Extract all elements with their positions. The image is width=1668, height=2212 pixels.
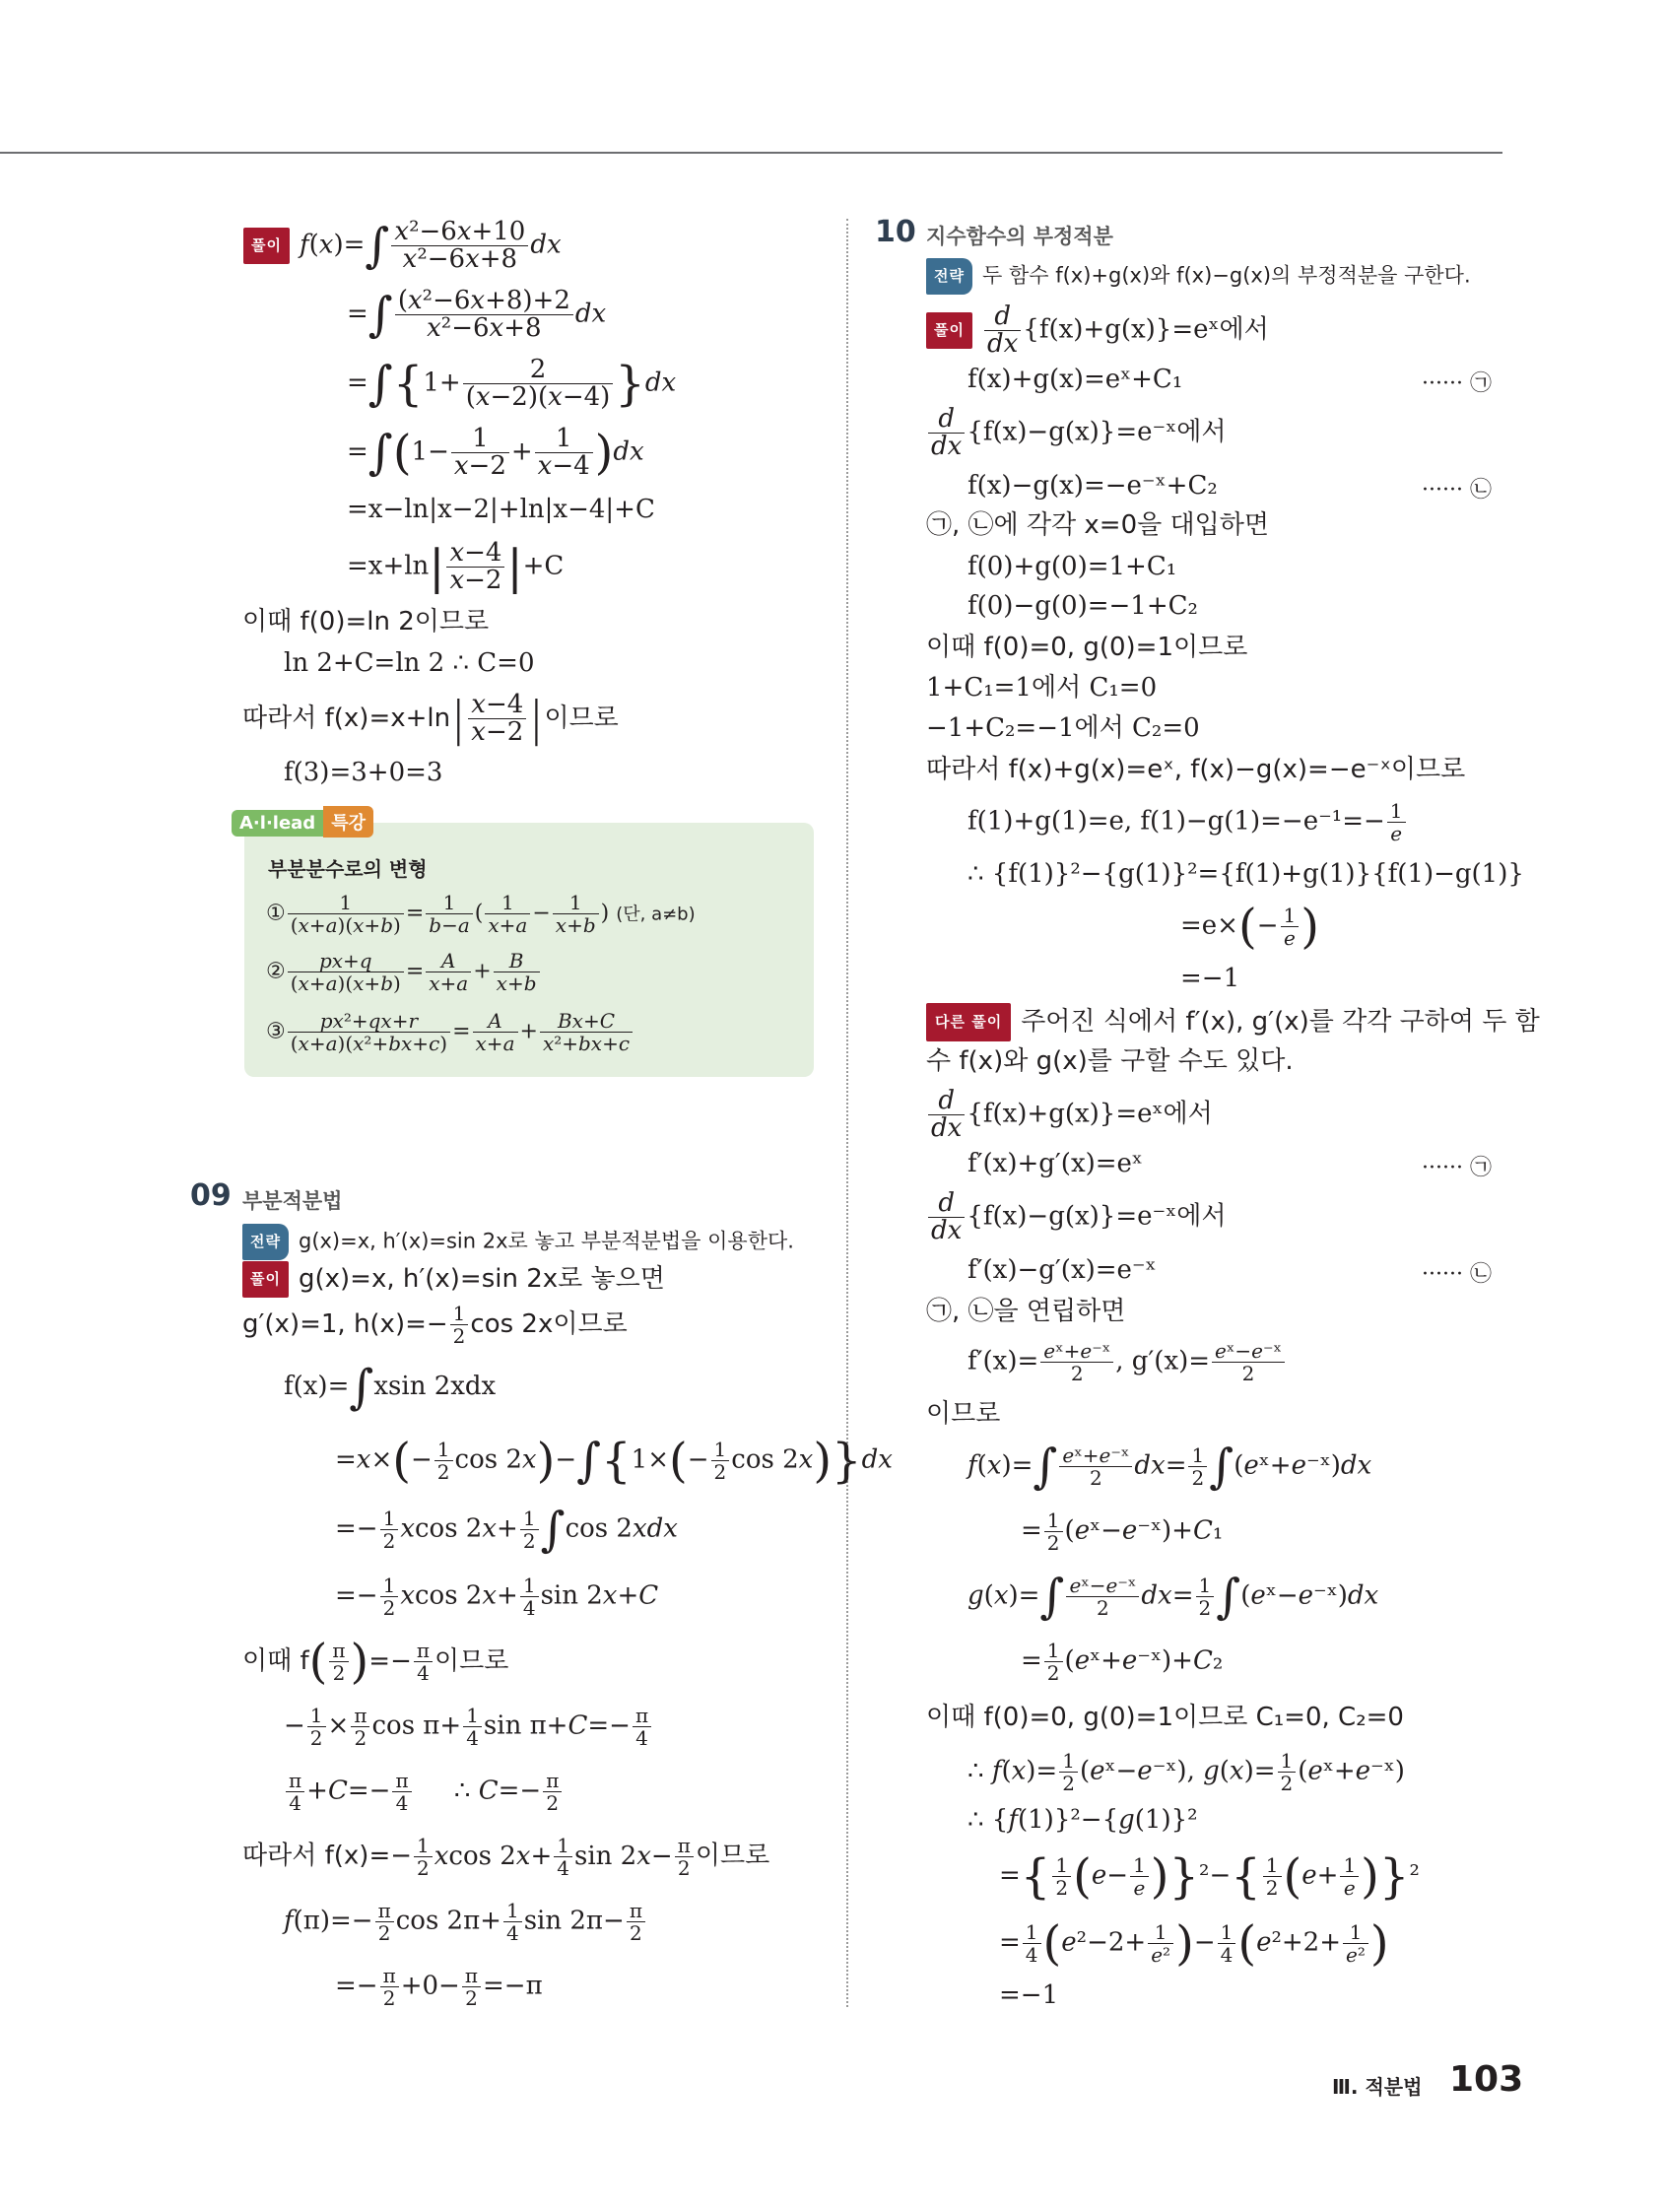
- sol-line-6: =x+ln| $\frac{x-4}{x-2}$ |+C: [347, 538, 565, 595]
- q10-line-4: f(x)−g(x)=−e⁻ˣ+C₂: [967, 471, 1218, 501]
- tip-condition: (단, a≠b): [616, 904, 696, 925]
- q10-alt-line-3-text: {f(x)+g(x)}=eˣ에서: [967, 1099, 1213, 1129]
- sol-line-3: =∫{1+ $\frac{2}{(x-2)(x-4)}$ }dx: [347, 355, 677, 412]
- q9-line-5: =− $\frac{1}{2}$ xcos 2x+ $\frac{1}{2}$ ∫cos 2xdx: [335, 1502, 678, 1558]
- q10-line-15: =−1: [1180, 964, 1240, 993]
- sol-line-4: =∫(1− $\frac{1}{x-2}$ + $\frac{1}{x-4}$ )dx: [347, 424, 644, 481]
- q10-line-1-text: {f(x)+g(x)}=eˣ에서: [1023, 314, 1269, 345]
- q9-line-8: − $\frac{1}{2}$ × $\frac{\pi}{2}$ cos π+ $\frac{1}{4}$ sin π+C=− $\frac{\pi}{4}$: [284, 1705, 653, 1749]
- q10-alt-line-7: ㉠, ㉡을 연립하면: [926, 1297, 1126, 1326]
- q10-line-12: f(1)+g(1)=e, f(1)−g(1)=−e⁻¹=− $\frac{1}{e}$: [967, 800, 1408, 844]
- q10-line-2: f(x)+g(x)=eˣ+C₁: [967, 365, 1183, 394]
- q10-alt-line-8: f′(x)= $\frac{\text{eˣ+e⁻ˣ}}{2}$ , g′(x)= $\frac{\text{eˣ−e⁻ˣ}}{2}$: [967, 1340, 1287, 1384]
- q10-alt-line-2: 수 f(x)와 g(x)를 구할 수도 있다.: [926, 1046, 1294, 1076]
- problem-09-number: 09: [190, 1178, 232, 1213]
- sol-line-5: =x−ln|x−2|+ln|x−4|+C: [347, 495, 655, 524]
- tip-badge: [232, 806, 373, 836]
- q10-alt-line-11: = $\frac{1}{2}$ (eˣ−e⁻ˣ)+C₁: [1021, 1508, 1224, 1555]
- marker-4: ······ ㉡: [1422, 1262, 1492, 1287]
- q10-line-14-text: =e×: [1180, 910, 1238, 941]
- q9-line-11: f(π)=− $\frac{\pi}{2}$ cos 2π+ $\frac{1}{4}$ sin 2π− $\frac{\pi}{2}$: [284, 1900, 647, 1944]
- q10-line-5: ㉠, ㉡에 각각 x=0을 대입하면: [926, 510, 1269, 540]
- tip-formula-1: ① $\frac{1}{(x+a)(x+b)}$ = $\frac{1}{b-a}$ ( $\frac{1}{x+a}$ − $\frac{1}{x+b}$ ) (단, a≠b): [266, 891, 696, 937]
- sol-line-9-a: 따라서 f(x)=x+ln: [242, 704, 451, 733]
- q10-alt-line-18: = $\frac{1}{4}$ (e²−2+ $\frac{1}{\text{e²}}$ )− $\frac{1}{4}$ (e²+2+ $\frac{1}{\text{e²}}$ ): [999, 1915, 1389, 1972]
- q9-strategy-tag: 전략: [242, 1224, 289, 1260]
- sol-line-2: =∫ $\frac{\text{(x²−6x+8)+2}}{\text{x²−6x+8}}$ dx: [347, 286, 607, 343]
- q9-line-2-b: cos 2x이므로: [470, 1309, 628, 1339]
- alt-sol-tag: 다른 풀이: [926, 1003, 1011, 1041]
- q10-alt-line-12: g(x)=∫ $\frac{\text{eˣ−e⁻ˣ}}{2}$ dx= $\frac{1}{2}$ ∫(eˣ−e⁻ˣ)dx: [967, 1569, 1379, 1625]
- q10-line-3-text: {f(x)−g(x)}=e⁻ˣ에서: [967, 417, 1227, 447]
- header-rule: [0, 152, 1502, 154]
- q9-sol-text: g(x)=x, h′(x)=sin 2x로 놓으면: [298, 1264, 665, 1294]
- marker-3: ······ ㉠: [1422, 1156, 1492, 1180]
- q9-sol-line-1: [242, 1261, 665, 1298]
- q9-line-10-a: 따라서 f(x)=−: [242, 1841, 413, 1871]
- marker-2: ······ ㉡: [1422, 478, 1492, 503]
- problem-10-number: 10: [875, 215, 916, 249]
- q10-strategy: [926, 258, 1471, 295]
- q10-line-14: =e×(− $\frac{1}{e}$ ): [1180, 899, 1319, 955]
- sol-line-6-a: =x+ln: [347, 551, 430, 581]
- q9-line-10-b: 이므로: [695, 1841, 770, 1871]
- q10-line-1: 풀이 $\frac{d}{dx}$ {f(x)+g(x)}=eˣ에서: [926, 303, 1269, 358]
- q10-alt-line-5: $\frac{d}{dx}$ {f(x)−g(x)}=e⁻ˣ에서: [926, 1190, 1227, 1244]
- q9-line-7-a: 이때 f: [242, 1646, 309, 1676]
- q10-alt-line-19: =−1: [999, 1980, 1059, 2010]
- tip-badge-label: 특강: [323, 806, 373, 838]
- q10-alt-line-13: = $\frac{1}{2}$ (eˣ+e⁻ˣ)+C₂: [1021, 1639, 1224, 1685]
- q10-line-13: ∴ {f(1)}²−{g(1)}²={f(1)+g(1)}{f(1)−g(1)}: [967, 859, 1524, 889]
- q9-line-3: f(x)=∫xsin 2xdx: [284, 1360, 497, 1415]
- q10-alt-line-15: ∴ f(x)= $\frac{1}{2}$ (eˣ−e⁻ˣ), g(x)= $\frac{1}{2}$ (eˣ+e⁻ˣ): [967, 1749, 1405, 1795]
- q9-line-7-c: 이므로: [434, 1646, 509, 1676]
- problem-10-title: 지수함수의 부정적분: [926, 225, 1113, 248]
- q9-line-4: =x×(− $\frac{1}{2}$ cos 2x)−∫{1×(− $\frac{1}{2}$ cos 2x)}dx: [335, 1433, 893, 1489]
- q9-line-12: =− $\frac{\pi}{2}$ +0− $\frac{\pi}{2}$ =−π: [335, 1964, 543, 2010]
- q9-line-3-b: xsin 2xdx: [373, 1372, 497, 1401]
- q9-line-6: =− $\frac{1}{2}$ xcos 2x+ $\frac{1}{4}$ sin 2x+C: [335, 1574, 659, 1620]
- q10-line-8: 이때 f(0)=0, g(0)=1이므로: [926, 633, 1248, 662]
- q10-alt-line-16: ∴ {f(1)}²−{g(1)}²: [967, 1805, 1198, 1835]
- q9-line-9: $\frac{\pi}{4}$ +C=− $\frac{\pi}{4}$ ∴ C=− $\frac{\pi}{2}$: [284, 1770, 564, 1814]
- q10-line-6: f(0)+g(0)=1+C₁: [967, 552, 1177, 581]
- q10-alt-line-10: f(x)=∫ $\frac{\text{eˣ+e⁻ˣ}}{2}$ dx= $\frac{1}{2}$ ∫(eˣ+e⁻ˣ)dx: [967, 1439, 1372, 1495]
- q10-alt-line-4: f′(x)+g′(x)=eˣ: [967, 1149, 1143, 1178]
- q9-line-2: g′(x)=1, h(x)=− $\frac{1}{2}$ cos 2x이므로: [242, 1302, 628, 1348]
- sol-line-10: f(3)=3+0=3: [284, 758, 443, 787]
- q10-line-3: $\frac{d}{dx}$ {f(x)−g(x)}=e⁻ˣ에서: [926, 406, 1227, 460]
- q9-strategy-text: g(x)=x, h′(x)=sin 2x로 놓고 부분적분법을 이용한다.: [298, 1229, 794, 1253]
- q9-strategy: [242, 1224, 794, 1260]
- sol-line-8: ln 2+C=ln 2 ∴ C=0: [284, 648, 535, 678]
- sol-tag: 풀이: [243, 228, 290, 264]
- page-number: 103: [1449, 2059, 1524, 2100]
- q9-line-3-a: f(x)=: [284, 1372, 350, 1401]
- tip-formula-3: ③ $\frac{\text{px²+qx+r}}{\text{(x+a)(x²+bx+c)}}$ = $\frac{A}{x+a}$ + $\frac{Bx+C}{\text{x²+bx+c}}$: [266, 1010, 634, 1054]
- q10-alt-line-14: 이때 f(0)=0, g(0)=1이므로 C₁=0, C₂=0: [926, 1703, 1404, 1732]
- q10-sol-tag: 풀이: [926, 312, 972, 349]
- column-divider: [846, 219, 848, 2007]
- q10-line-9: 1+C₁=1에서 C₁=0: [926, 673, 1158, 703]
- marker-1: ······ ㉠: [1422, 371, 1492, 396]
- q10-alt-line-3: $\frac{d}{dx}$ {f(x)+g(x)}=eˣ에서: [926, 1088, 1213, 1142]
- q10-line-11: 따라서 f(x)+g(x)=eˣ, f(x)−g(x)=−e⁻ˣ이므로: [926, 755, 1466, 784]
- sol-line-6-b: +C: [522, 551, 565, 581]
- tip-formula-2: ② $\frac{px+q}{(x+a)(x+b)}$ = $\frac{A}{x+a}$ + $\frac{B}{x+b}$: [266, 950, 542, 994]
- q9-line-7: 이때 f( $\frac{\pi}{2}$ )=− $\frac{\pi}{4}$ 이므로: [242, 1634, 509, 1690]
- sol-line-7: 이때 f(0)=ln 2이므로: [242, 607, 490, 637]
- q10-alt-line-8-b: , g′(x)=: [1115, 1346, 1211, 1376]
- q10-line-10: −1+C₂=−1에서 C₂=0: [926, 713, 1200, 743]
- tip-title: 부분분수로의 변형: [268, 857, 428, 881]
- q10-alt-line-17: ={ $\frac{1}{2}$ (e− $\frac{1}{e}$ )}²−{ $\frac{1}{2}$ (e+ $\frac{1}{e}$ )}²: [999, 1848, 1420, 1905]
- q9-line-10: 따라서 f(x)=− $\frac{1}{2}$ xcos 2x+ $\frac{1}{4}$ sin 2x− $\frac{\pi}{2}$ 이므로: [242, 1834, 770, 1880]
- sol-line-9: 따라서 f(x)=x+ln| $\frac{x-4}{x-2}$ |이므로: [242, 690, 619, 747]
- q10-line-12-text: f(1)+g(1)=e, f(1)−g(1)=−e⁻¹=−: [967, 806, 1385, 837]
- sol-line-9-b: 이므로: [544, 704, 619, 733]
- q10-alt-line-8-a: f′(x)=: [967, 1346, 1039, 1376]
- q9-line-2-a: g′(x)=1, h(x)=−: [242, 1309, 448, 1339]
- q10-alt-line-1-text: 주어진 식에서 f′(x), g′(x)를 각각 구하여 두 함: [1021, 1007, 1540, 1037]
- q10-line-7: f(0)−g(0)=−1+C₂: [967, 591, 1198, 621]
- q10-alt-line-9: 이므로: [926, 1399, 1001, 1429]
- q9-sol-tag: 풀이: [242, 1261, 289, 1298]
- q10-alt-line-1: [926, 1003, 1540, 1041]
- sol-line-1: 풀이 f(x)=∫ $\frac{\text{x²−6x+10}}{\text{x²−6x+8}}$ dx: [243, 219, 562, 273]
- q10-alt-line-5-text: {f(x)−g(x)}=e⁻ˣ에서: [967, 1201, 1227, 1232]
- q10-strategy-tag: 전략: [926, 258, 972, 295]
- tip-badge-brand: A·l·lead: [232, 810, 323, 837]
- problem-09-title: 부분적분법: [242, 1189, 343, 1213]
- footer-section: Ⅲ. 적분법: [1332, 2075, 1423, 2099]
- q9-line-7-b: =−: [368, 1646, 412, 1676]
- q10-alt-line-6: f′(x)−g′(x)=e⁻ˣ: [967, 1255, 1157, 1285]
- q10-strategy-text: 두 함수 f(x)+g(x)와 f(x)−g(x)의 부정적분을 구한다.: [981, 263, 1471, 288]
